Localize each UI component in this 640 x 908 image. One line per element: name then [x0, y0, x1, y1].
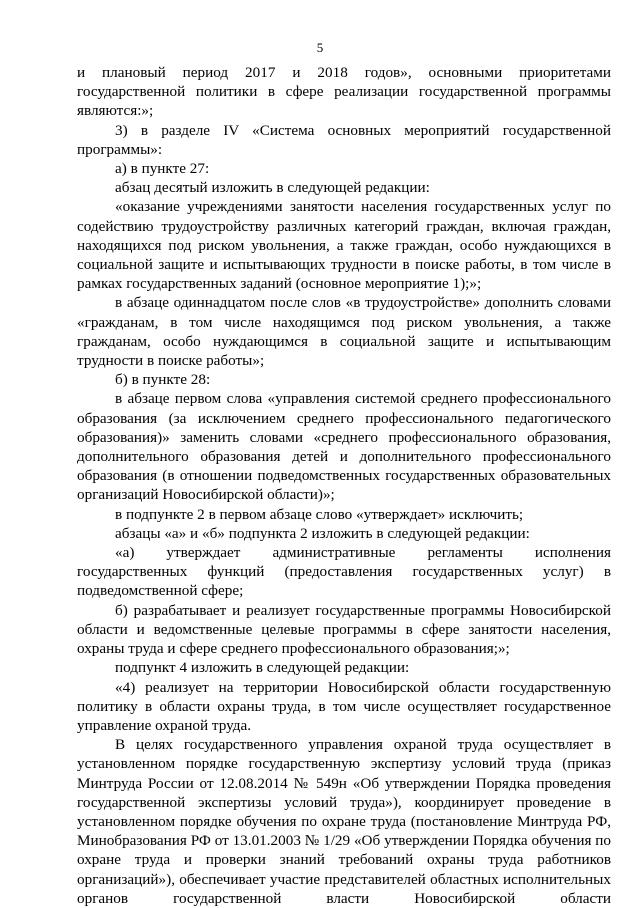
- paragraph: подпункт 4 изложить в следующей редакции:: [115, 659, 410, 677]
- paragraph: и плановый период 2017 и 2018 годов», основными приоритетами государственной политики в сфере реализации государственной программы являются:»;: [77, 64, 611, 120]
- paragraph: «4) реализует на территории Новосибирской области государственную политику в области охраны труда, в том числе осуществляет государственное управление охраной труда.: [77, 678, 611, 734]
- document-body: [77, 63, 611, 908]
- paragraph: в абзаце первом слова «управления системой среднего профессионального образования (за исключением среднего профессионального педагогического образования)» заменить словами «среднего профессионального образования, дополнительного образования детей и дополнительного профессионального образования (в отношении подведомственных государственных образовательных организаций Новосибирской области)»;: [77, 390, 611, 504]
- paragraph: абзац десятый изложить в следующей редакции:: [115, 179, 430, 197]
- paragraph: 3) в разделе IV «Система основных мероприятий государственной программы»:: [77, 121, 611, 158]
- paragraph: б) разрабатывает и реализует государственные программы Новосибирской области и ведомственные целевые программы в сфере занятости населения, охраны труда и сфере среднего профессионального образования;»;: [77, 601, 611, 658]
- paragraph: В целях государственного управления охраной труда осуществляет в установленном порядке государственную экспертизу условий труда (приказ Минтруда России от 12.08.2014 № 549н «Об утверждении Порядка проведения государственной экспертизы условий труда»), координирует проведение в установленном порядке обучения по охране труда (постановление Минтруда РФ, Минобразования РФ от 13.01.2003 № 1/29 «Об утверждении Порядка обучения по охране труда и проверки знаний требований охраны труда работников организаций»), обеспечивает участие представителей областных исполнительных органов государственной власти Новосибирской области: [77, 736, 611, 907]
- paragraph: в абзаце одиннадцатом после слов «в трудоустройстве» дополнить словами «гражданам, в том числе находящимся под риском увольнения, а также гражданам, особо нуждающимся в социальной защите и испытывающим трудности в поиске работы»;: [77, 294, 611, 370]
- paragraph: «оказание учреждениями занятости населения государственных услуг по содействию трудоустройству различных категорий граждан, включая граждан, находящихся под риском увольнения, а также граждан, особо нуждающихся в социальной защите и испытывающих трудности в поиске работы, в том числе в рамках государственных заданий (основное мероприятие 1);»;: [77, 198, 611, 293]
- paragraph: б) в пункте 28:: [115, 371, 211, 389]
- paragraph: абзацы «а» и «б» подпункта 2 изложить в следующей редакции:: [115, 524, 530, 542]
- paragraph: а) в пункте 27:: [115, 160, 210, 178]
- page-number: 5: [316, 40, 324, 55]
- paragraph: в подпункте 2 в первом абзаце слово «утверждает» исключить;: [115, 505, 524, 523]
- paragraph: «а) утверждает административные регламенты исполнения государственных функций (предоставления государственных услуг) в подведомственной сфере;: [77, 544, 611, 600]
